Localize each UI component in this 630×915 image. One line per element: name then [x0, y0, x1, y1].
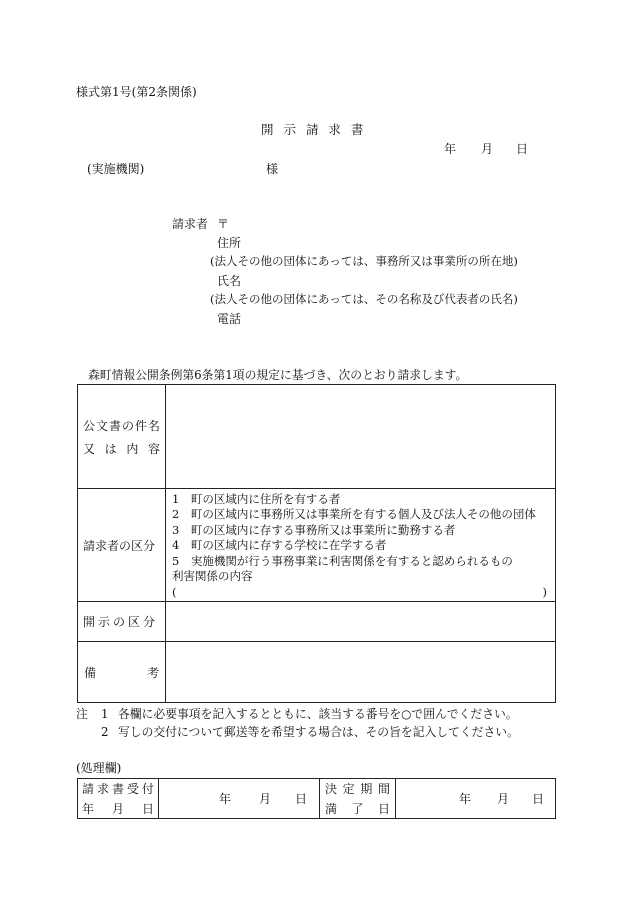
- deadline-label-2: 満 了 日: [325, 802, 390, 816]
- category-list: [166, 490, 555, 601]
- note1-number: 1: [101, 707, 109, 721]
- address-label: 住所: [217, 236, 242, 250]
- date-month: 月: [481, 142, 494, 156]
- date-day: 日: [516, 142, 529, 156]
- category-option-4[interactable]: 4 町の区域内に存する学校に在学する者: [172, 538, 387, 553]
- category-option-2[interactable]: 2 町の区域内に事務所又は事業所を有する個人及び法人その他の団体: [172, 507, 536, 522]
- form-number: 様式第1号(第2条関係): [76, 85, 197, 99]
- document-row: [78, 385, 556, 489]
- disclosure-input-cell[interactable]: [166, 602, 556, 642]
- honorific: 様: [266, 162, 279, 176]
- deadline-month: 月: [497, 792, 510, 806]
- name-note: (法人その他の団体にあっては、その名称及び代表者の氏名): [210, 292, 518, 306]
- interest-label: 利害関係の内容: [172, 569, 253, 584]
- document-label-cell: [78, 385, 166, 489]
- remarks-label-cell: [78, 642, 166, 703]
- category-options-cell[interactable]: [166, 489, 556, 602]
- remarks-row: [78, 642, 556, 703]
- received-day: 日: [295, 792, 308, 806]
- intro-text: 森町情報公開条例第6条第1項の規定に基づき、次のとおり請求します。: [88, 368, 468, 382]
- paren-close: ): [542, 584, 547, 599]
- deadline-day: 日: [532, 792, 545, 806]
- disclosure-row: [78, 602, 556, 642]
- received-year: 年: [219, 792, 232, 806]
- processing-label: (処理欄): [76, 761, 122, 775]
- deadline-label-cell: [320, 779, 396, 819]
- received-date-cell[interactable]: [159, 779, 320, 819]
- received-label-2: 年 月 日: [82, 802, 154, 816]
- category-label: 請求者の区分: [83, 538, 156, 553]
- note2-number: 2: [101, 725, 109, 739]
- category-option-3[interactable]: 3 町の区域内に存する事務所又は事業所に勤務する者: [172, 522, 456, 537]
- interest-input[interactable]: [172, 585, 549, 601]
- note-prefix: 注: [76, 707, 88, 721]
- form-title: 開 示 請 求 書: [261, 122, 367, 137]
- phone-label: 電話: [217, 312, 242, 326]
- agency-label: (実施機関): [87, 162, 145, 176]
- disclosure-label-cell: [78, 602, 166, 642]
- received-label-1: 請 求 書 受 付: [82, 782, 154, 796]
- remarks-input-cell[interactable]: [166, 642, 556, 703]
- deadline-date-cell[interactable]: [396, 779, 556, 819]
- category-option-1[interactable]: 1 町の区域内に住所を有する者: [172, 491, 341, 506]
- note2-text: 写しの交付について郵送等を希望する場合は、その旨を記入してください。: [118, 725, 519, 739]
- document-input-cell[interactable]: [166, 385, 556, 489]
- document-label-1: 公 文 書 の 件 名: [83, 418, 160, 433]
- document-label-2: 又 は 内 容: [83, 441, 160, 456]
- disclosure-label: 開示の区分: [83, 615, 159, 629]
- remarks-label-b: 考: [146, 665, 159, 680]
- processing-row: [78, 779, 556, 819]
- processing-table: [77, 778, 556, 819]
- remarks-label-a: 備: [84, 665, 97, 680]
- category-option-5[interactable]: 5 実施機関が行う事務事業に利害関係を有すると認められるもの: [172, 553, 513, 568]
- category-row: [78, 489, 556, 602]
- received-month: 月: [259, 792, 272, 806]
- postal-mark: 〒: [217, 217, 230, 231]
- deadline-year: 年: [459, 792, 472, 806]
- requester-label: 請求者: [172, 217, 209, 231]
- deadline-label-1: 決 定 期 間: [325, 782, 390, 796]
- request-table: [77, 384, 556, 703]
- paren-open: (: [172, 584, 177, 599]
- name-label: 氏名: [217, 274, 242, 288]
- date-year: 年: [444, 142, 457, 156]
- received-label-cell: [78, 779, 159, 819]
- category-label-cell: [78, 489, 166, 602]
- address-note: (法人その他の団体にあっては、事務所又は事業所の所在地): [210, 254, 518, 268]
- note1-text: 各欄に必要事項を記入するとともに、該当する番号を○で囲んでください。: [118, 707, 518, 721]
